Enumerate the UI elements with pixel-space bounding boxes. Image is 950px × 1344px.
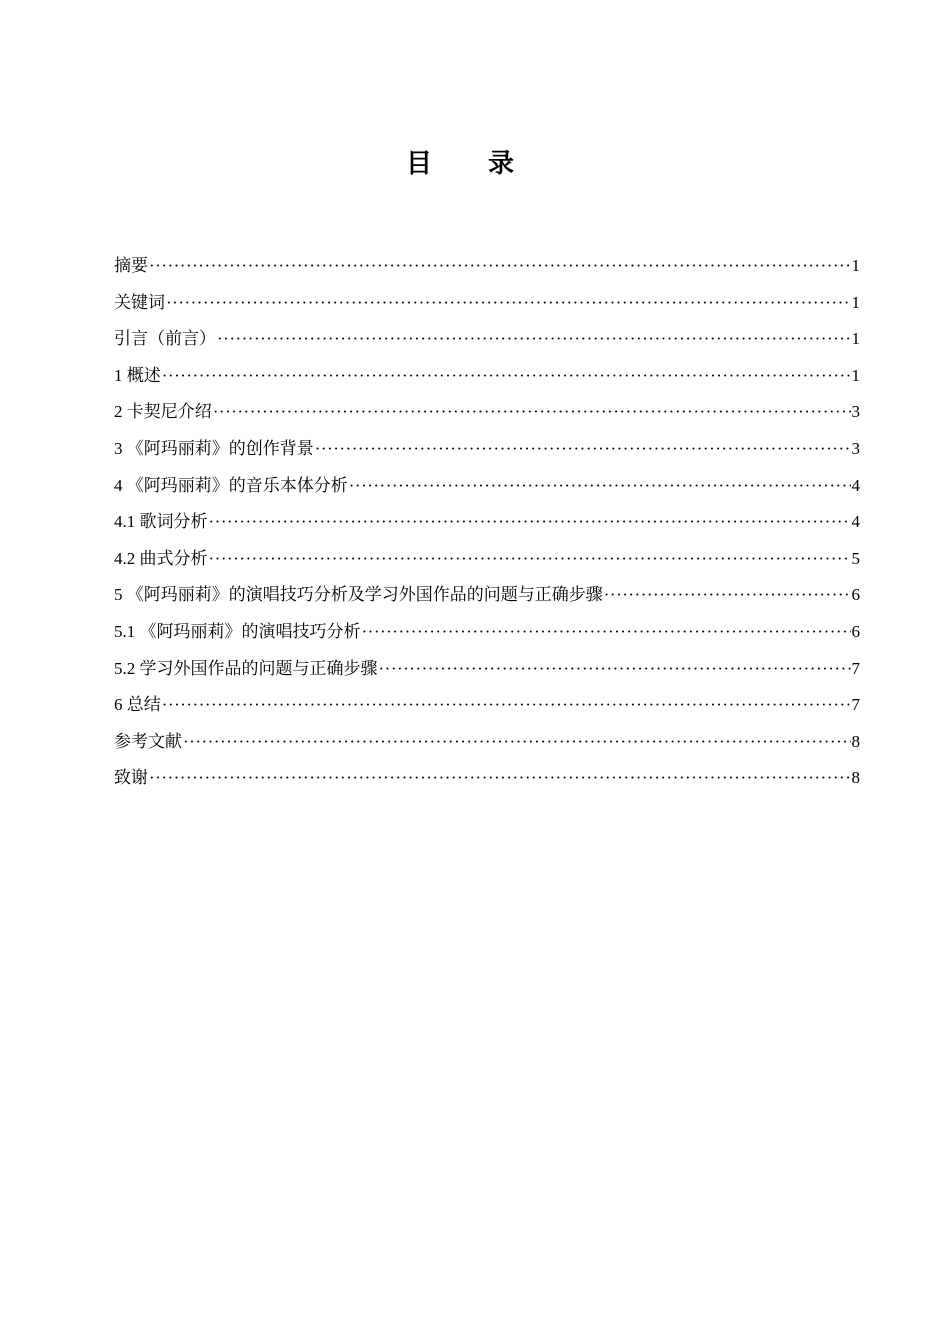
toc-entry-page: 7 [851,658,860,678]
toc-entry-label: 5.2 学习外国作品的问题与正确步骤 [114,658,378,678]
toc-list [114,255,860,804]
toc-entry-label: 致谢 [114,768,148,788]
toc-entry[interactable] [114,584,860,621]
toc-entry-label: 4.2 曲式分析 [114,548,208,568]
toc-entry-page: 3 [851,438,860,458]
toc-entry[interactable] [114,694,860,731]
toc-entry[interactable] [114,511,860,548]
toc-entry-page: 1 [851,292,860,312]
toc-entry-label: 参考文献 [114,731,182,751]
toc-dot-leader [209,511,851,533]
toc-dot-leader [149,767,851,789]
toc-entry-page: 3 [851,402,860,422]
toc-dot-leader [162,365,851,387]
toc-entry-page: 6 [851,621,860,641]
toc-dot-leader [379,658,851,680]
toc-entry-label: 2 卡契尼介绍 [114,402,212,422]
toc-entry-page: 8 [851,768,860,788]
toc-entry-page: 4 [851,475,860,495]
toc-entry-page: 7 [851,695,860,715]
toc-entry[interactable] [114,658,860,695]
toc-entry-page: 5 [851,548,860,568]
toc-entry[interactable] [114,548,860,585]
toc-entry-label: 引言（前言） [114,329,216,349]
toc-entry[interactable] [114,328,860,365]
toc-entry-label: 5.1 《阿玛丽莉》的演唱技巧分析 [114,621,361,641]
toc-entry-label: 摘要 [114,256,148,275]
toc-entry[interactable] [114,365,860,402]
toc-entry-page: 6 [851,585,860,605]
toc-dot-leader [362,621,851,643]
toc-entry[interactable] [114,401,860,438]
toc-entry[interactable] [114,438,860,475]
toc-dot-leader [183,731,851,753]
toc-dot-leader [149,255,851,277]
toc-entry-page: 1 [851,256,860,275]
toc-entry-label: 1 概述 [114,365,161,385]
toc-dot-leader [213,401,851,423]
toc-entry-page: 4 [851,512,860,532]
toc-entry-label: 3 《阿玛丽莉》的创作背景 [114,438,314,458]
toc-entry-label: 4.1 歌词分析 [114,512,208,532]
toc-entry[interactable] [114,621,860,658]
toc-dot-leader [162,694,851,716]
toc-dot-leader [604,584,851,606]
toc-entry[interactable] [114,255,860,292]
toc-entry[interactable] [114,292,860,329]
toc-entry-label: 5 《阿玛丽莉》的演唱技巧分析及学习外国作品的问题与正确步骤 [114,585,603,605]
toc-entry[interactable] [114,731,860,768]
toc-dot-leader [166,292,851,314]
toc-entry-label: 关键词 [114,292,165,312]
toc-entry[interactable] [114,475,860,512]
toc-entry-label: 4 《阿玛丽莉》的音乐本体分析 [114,475,348,495]
toc-dot-leader [209,548,851,570]
toc-dot-leader [315,438,851,460]
toc-entry-label: 6 总结 [114,695,161,715]
toc-entry-page: 8 [851,731,860,751]
toc-dot-leader [217,328,851,350]
toc-entry-page: 1 [851,365,860,385]
toc-entry-page: 1 [851,329,860,349]
toc-dot-leader [349,475,851,497]
toc-title: 目录 [405,149,570,178]
toc-entry[interactable] [114,767,860,804]
